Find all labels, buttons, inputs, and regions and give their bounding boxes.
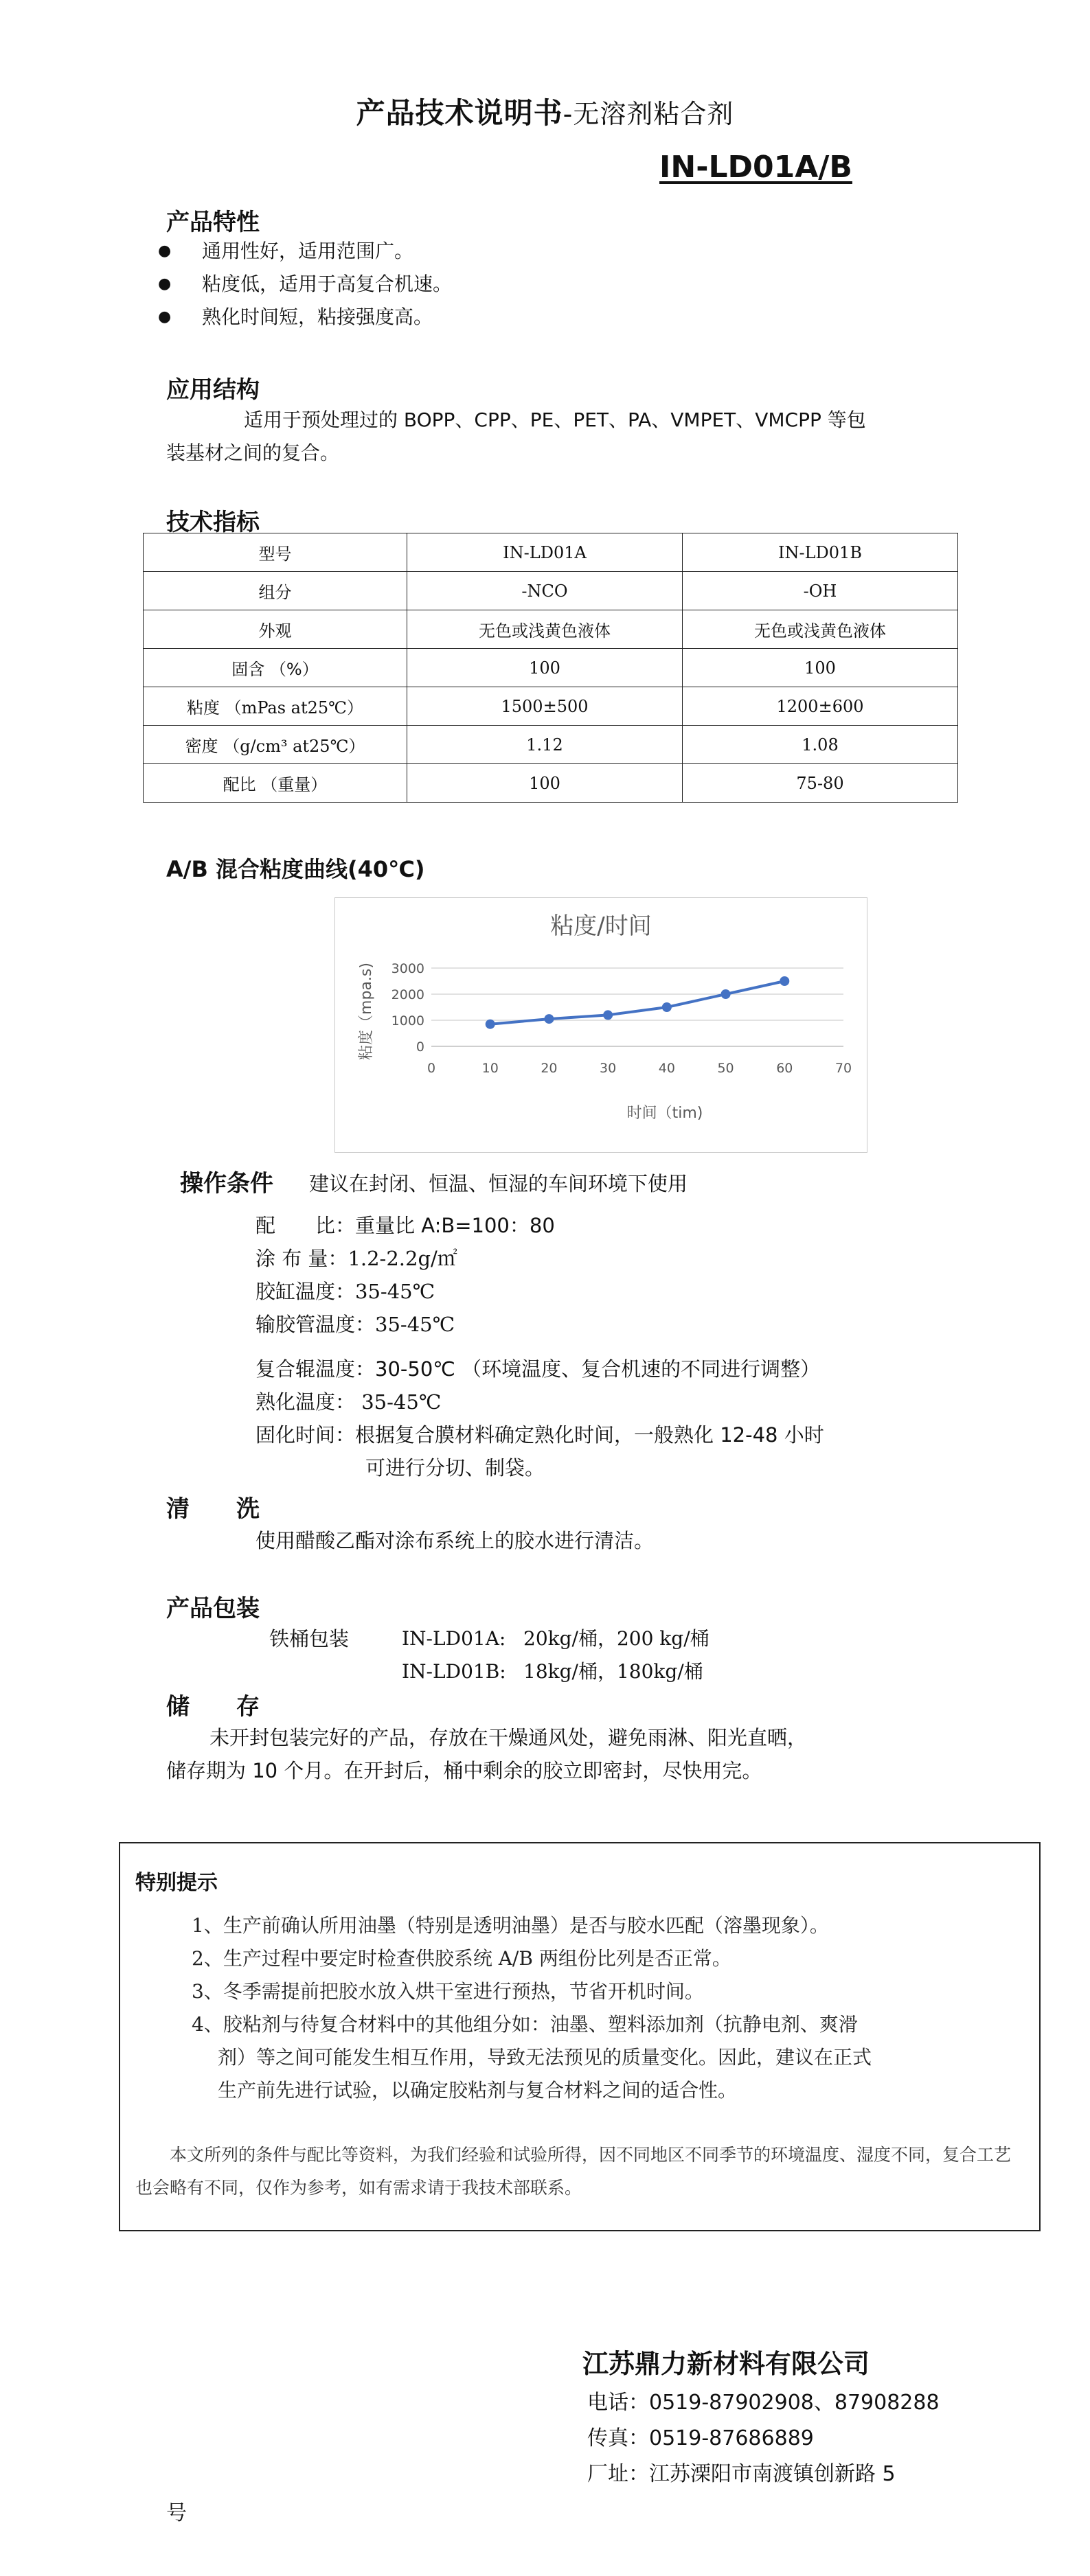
table-row bbox=[144, 764, 958, 803]
table-cell-b: 1200±600 bbox=[683, 687, 958, 726]
chart-x-tick-label: 30 bbox=[600, 1061, 617, 1076]
op-cure-temp bbox=[256, 1385, 441, 1418]
table-cell-a: 1.12 bbox=[407, 726, 683, 764]
table-row bbox=[144, 687, 958, 726]
op-cure-value: 35-45℃ bbox=[355, 1390, 442, 1414]
company-tel bbox=[587, 2385, 940, 2421]
packaging-heading: 产品包装 bbox=[166, 1595, 260, 1622]
chart-title: 粘度/时间 bbox=[550, 912, 652, 940]
notice-item-continued: 剂）等之间可能发生相互作用，导致无法预见的质量变化。因此，建议在正式 bbox=[218, 2046, 872, 2069]
chart-x-tick-label: 10 bbox=[481, 1061, 499, 1076]
product-model-code: IN-LD01A/B bbox=[659, 150, 852, 185]
table-cell-label: 外观 bbox=[144, 610, 407, 649]
notice-item: 4、胶粘剂与待复合材料中的其他组分如：油墨、塑料添加剂（抗静电剂、爽滑 bbox=[192, 2013, 858, 2036]
chart-x-tick-labels bbox=[427, 1061, 852, 1076]
chart-x-tick-label: 40 bbox=[658, 1061, 675, 1076]
op-pipe-value: 35-45℃ bbox=[375, 1313, 455, 1336]
chart-x-tick-label: 50 bbox=[717, 1061, 734, 1076]
op-ratio-label: 配 比： bbox=[256, 1214, 356, 1237]
storage-line-2: 储存期为 10 个月。在开封后，桶中剩余的胶立即密封，尽快用完。 bbox=[166, 1759, 762, 1782]
table-row bbox=[144, 572, 958, 610]
table-cell-b: 100 bbox=[683, 649, 958, 687]
operation-intro: 建议在封闭、恒温、恒湿的车间环境下使用 bbox=[309, 1172, 688, 1195]
chart-x-tick-label: 60 bbox=[776, 1061, 793, 1076]
table-cell-label: 密度 （g/cm³ at25℃） bbox=[144, 726, 407, 764]
chart-y-tick-label: 3000 bbox=[391, 961, 424, 976]
chart-data-point bbox=[486, 1020, 495, 1029]
op-cure-label: 熟化温度： bbox=[256, 1390, 356, 1414]
features-heading: 产品特性 bbox=[166, 209, 260, 236]
op-solid-time bbox=[256, 1418, 824, 1451]
table-row bbox=[144, 610, 958, 649]
notice-title: 特别提示 bbox=[135, 1871, 218, 1895]
op-tank-label: 胶缸温度： bbox=[256, 1280, 356, 1303]
application-line-1: 适用于预处理过的 BOPP、CPP、PE、PET、PA、VMPET、VMCPP 等包 bbox=[244, 409, 866, 431]
table-cell-a: 100 bbox=[407, 649, 683, 687]
notice-disclaimer: 本文所列的条件与配比等资料，为我们经验和试验所得，因不同地区不同季节的环境温度、湿度不同，复合工艺也会略有不同，仅作为参考，如有需求请于我技术部联系。 bbox=[135, 2145, 1012, 2198]
op-roller-value: 30-50℃ （环境温度、复合机速的不同进行调整） bbox=[375, 1357, 821, 1381]
chart-data-point bbox=[603, 1010, 613, 1020]
features-list bbox=[158, 235, 452, 334]
op-pipe-label: 输胶管温度： bbox=[256, 1313, 376, 1336]
application-heading: 应用结构 bbox=[166, 376, 260, 404]
chart-series bbox=[486, 976, 790, 1029]
feature-item: ● 粘度低，适用于高复合机速。 bbox=[158, 268, 452, 301]
tel-value: 0519-87902908、87908288 bbox=[649, 2391, 940, 2415]
chart-data-point bbox=[662, 1002, 672, 1012]
chart-x-axis-label: 时间（tim) bbox=[626, 1105, 703, 1122]
chart-x-tick-label: 20 bbox=[541, 1061, 558, 1076]
packaging-b-spec: 18kg/桶，180kg/桶 bbox=[523, 1660, 703, 1683]
spec-table bbox=[143, 533, 958, 803]
table-cell-b: 1.08 bbox=[683, 726, 958, 764]
chart-data-point bbox=[780, 976, 789, 986]
title-subtitle: -无溶剂粘合剂 bbox=[563, 99, 734, 129]
notice-item: 3、冬季需提前把胶水放入烘干室进行预热，节省开机时间。 bbox=[192, 1980, 704, 2003]
op-coating bbox=[256, 1242, 457, 1275]
storage-line-1: 未开封包装完好的产品，存放在干燥通风处，避免雨淋、阳光直晒， bbox=[209, 1726, 808, 1749]
table-cell-a: 1500±500 bbox=[407, 687, 683, 726]
table-cell-label: 组分 bbox=[144, 572, 407, 610]
table-cell-label: 固含 （%） bbox=[144, 649, 407, 687]
packaging-a-spec: 20kg/桶，200 kg/桶 bbox=[523, 1627, 709, 1650]
chart-x-tick-label: 0 bbox=[427, 1061, 436, 1076]
chart-y-tick-label: 1000 bbox=[391, 1013, 424, 1028]
notice-item-continued: 生产前先进行试验，以确定胶粘剂与复合材料之间的适合性。 bbox=[218, 2079, 738, 2102]
tel-label: 电话： bbox=[587, 2391, 649, 2415]
table-cell-a: -NCO bbox=[407, 572, 683, 610]
special-notice-box bbox=[119, 1842, 1041, 2231]
chart-y-axis-label: 粘度（mpa.s) bbox=[358, 963, 375, 1060]
notice-item: 2、生产过程中要定时检查供胶系统 A/B 两组份比列是否正常。 bbox=[192, 1947, 731, 1970]
table-cell-b: -OH bbox=[683, 572, 958, 610]
table-cell-b: IN-LD01B bbox=[683, 533, 958, 572]
op-coating-label: 涂 布 量： bbox=[256, 1247, 348, 1270]
cleaning-heading: 清 洗 bbox=[166, 1495, 260, 1523]
table-cell-label: 配比 （重量） bbox=[144, 764, 407, 803]
chart-svg bbox=[335, 898, 867, 1152]
op-tank-value: 35-45℃ bbox=[355, 1280, 435, 1303]
packaging-b-code: IN-LD01B: bbox=[402, 1660, 506, 1683]
document-title bbox=[0, 91, 1090, 132]
table-row bbox=[144, 726, 958, 764]
table-cell-b: 无色或浅黄色液体 bbox=[683, 610, 958, 649]
op-pipe-temp bbox=[256, 1308, 455, 1341]
table-cell-a: IN-LD01A bbox=[407, 533, 683, 572]
op-roller-temp bbox=[256, 1353, 820, 1385]
table-cell-a: 100 bbox=[407, 764, 683, 803]
chart-data-point bbox=[544, 1014, 554, 1024]
company-name: 江苏鼎力新材料有限公司 bbox=[582, 2349, 870, 2379]
table-cell-a: 无色或浅黄色液体 bbox=[407, 610, 683, 649]
chart-y-tick-labels bbox=[391, 961, 424, 1055]
op-ratio bbox=[256, 1209, 555, 1242]
chart-series-line bbox=[490, 981, 785, 1024]
company-fax bbox=[587, 2421, 814, 2457]
address-label: 厂址： bbox=[587, 2462, 649, 2486]
viscosity-chart bbox=[334, 897, 867, 1153]
storage-heading: 储 存 bbox=[166, 1693, 260, 1721]
cleaning-text: 使用醋酸乙酯对涂布系统上的胶水进行清洁。 bbox=[256, 1529, 655, 1552]
company-address bbox=[587, 2457, 896, 2492]
op-solid-value-1: 根据复合膜材料确定熟化时间，一般熟化 12-48 小时 bbox=[355, 1423, 824, 1447]
fax-label: 传真： bbox=[587, 2426, 649, 2450]
operation-heading: 操作条件 bbox=[180, 1170, 273, 1197]
table-row bbox=[144, 533, 958, 572]
address-continued: 号 bbox=[166, 2501, 187, 2525]
table-cell-label: 型号 bbox=[144, 533, 407, 572]
feature-item: ● 通用性好，适用范围广。 bbox=[158, 235, 452, 268]
table-cell-b: 75-80 bbox=[683, 764, 958, 803]
notice-item: 1、生产前确认所用油墨（特别是透明油墨）是否与胶水匹配（溶墨现象）。 bbox=[192, 1914, 829, 1937]
table-cell-label: 粘度 （mPas at25℃） bbox=[144, 687, 407, 726]
chart-data-point bbox=[721, 989, 731, 999]
address-value: 江苏溧阳市南渡镇创新路 5 bbox=[649, 2462, 896, 2486]
op-ratio-value: 重量比 A:B=100：80 bbox=[355, 1214, 555, 1237]
chart-y-tick-label: 0 bbox=[416, 1039, 424, 1055]
table-row bbox=[144, 649, 958, 687]
specs-heading: 技术指标 bbox=[166, 509, 260, 536]
op-solid-value-2: 可进行分切、制袋。 bbox=[365, 1456, 545, 1480]
packaging-type: 铁桶包装 bbox=[269, 1627, 350, 1651]
op-coating-value: 1.2-2.2g/㎡ bbox=[348, 1247, 457, 1270]
op-roller-label: 复合辊温度： bbox=[256, 1357, 376, 1381]
chart-section-heading: A/B 混合粘度曲线(40℃) bbox=[166, 856, 425, 882]
op-tank-temp bbox=[256, 1275, 435, 1308]
fax-value: 0519-87686889 bbox=[649, 2426, 814, 2450]
feature-item: ● 熟化时间短，粘接强度高。 bbox=[158, 301, 452, 334]
op-solid-label: 固化时间： bbox=[256, 1423, 356, 1447]
chart-y-tick-label: 2000 bbox=[391, 987, 424, 1002]
title-main-text: 产品技术说明书 bbox=[356, 96, 563, 130]
chart-x-tick-label: 70 bbox=[834, 1061, 852, 1076]
packaging-a-code: IN-LD01A: bbox=[402, 1627, 506, 1650]
application-line-2: 装基材之间的复合。 bbox=[166, 441, 340, 464]
